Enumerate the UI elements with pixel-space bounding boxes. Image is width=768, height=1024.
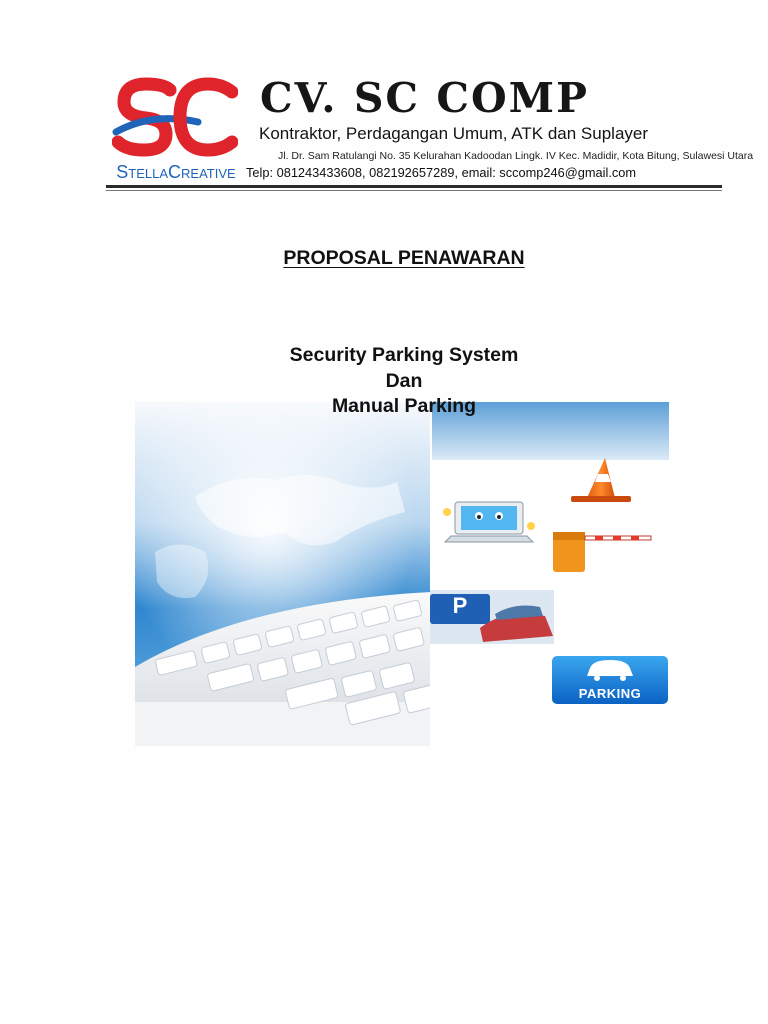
subtitle-line-2: Dan [385, 370, 423, 392]
computer-mascot-icon [443, 502, 535, 542]
logo-wordmark: STELLACREATIVE [116, 162, 236, 182]
subtitle-line-3: Manual Parking [331, 395, 477, 417]
subtitle-line-1: Security Parking System [289, 344, 519, 366]
sc-logo-mark-icon [112, 76, 238, 160]
letterhead-divider [106, 185, 722, 188]
company-contact: Telp: 081243433608, 082192657289, email: sccomp246@gmail.com [246, 165, 637, 180]
company-tagline: Kontraktor, Perdagangan Umum, ATK dan Suplayer [259, 124, 649, 143]
keyboard-globe-image [135, 402, 437, 746]
letterhead [106, 72, 754, 190]
parking-sign-label: PARKING [578, 686, 642, 701]
company-name: CV. SC COMP [260, 74, 589, 122]
company-logo [106, 72, 246, 184]
letterhead-divider-thin [106, 190, 722, 191]
parking-p-label: P [452, 593, 468, 618]
company-address: Jl. Dr. Sam Ratulangi No. 35 Kelurahan Kadoodan Lingk. IV Kec. Madidir, Kota Bitung, Sulawesi Utara [278, 150, 754, 162]
document-title: PROPOSAL PENAWARAN [283, 247, 525, 269]
